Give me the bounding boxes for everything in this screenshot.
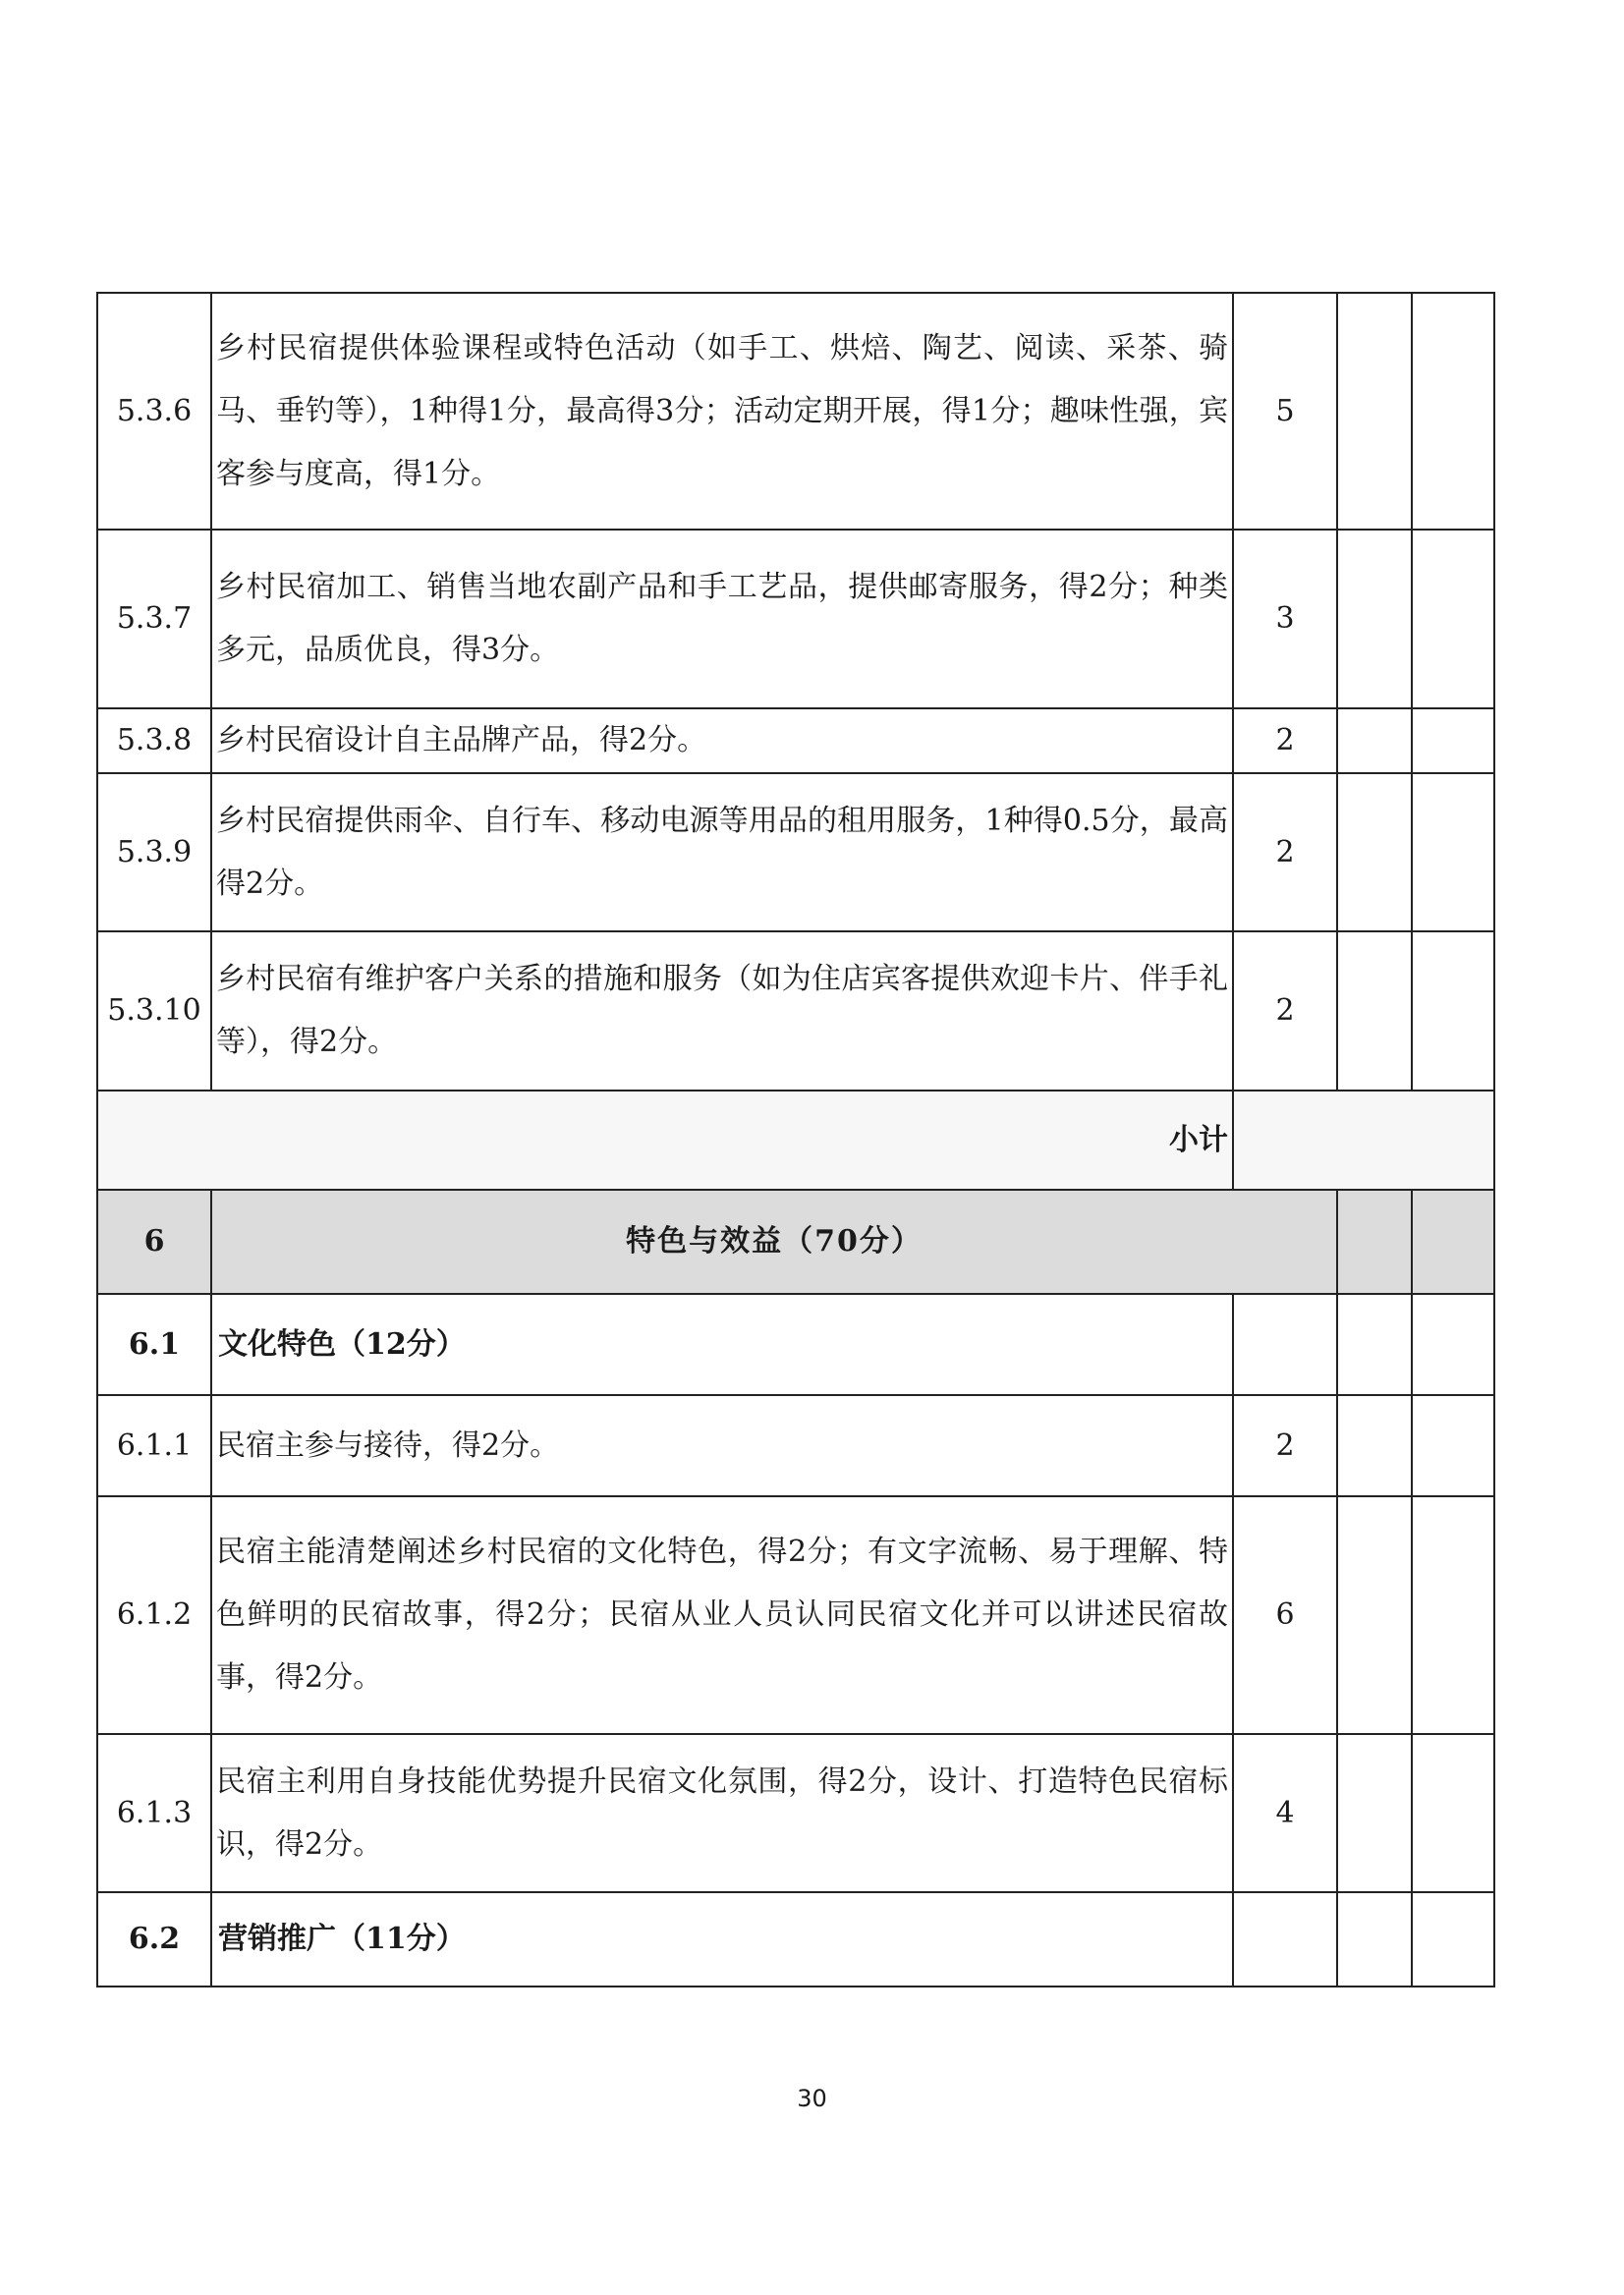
item-code: 5.3.7 [97, 530, 211, 708]
group-code: 6.2 [97, 1892, 211, 1987]
blank-cell [1412, 1734, 1494, 1892]
item-description: 民宿主利用自身技能优势提升民宿文化氛围，得2分，设计、打造特色民宿标识，得2分。 [211, 1734, 1233, 1892]
table-row [97, 530, 1494, 708]
item-code: 5.3.9 [97, 773, 211, 931]
blank-cell [1337, 773, 1412, 931]
table-row [97, 708, 1494, 773]
item-description: 乡村民宿加工、销售当地农副产品和手工艺品，提供邮寄服务，得2分；种类多元，品质优良，得3分。 [211, 530, 1233, 708]
blank-cell [1337, 1734, 1412, 1892]
item-description: 民宿主能清楚阐述乡村民宿的文化特色，得2分；有文字流畅、易于理解、特色鲜明的民宿故事，得2分；民宿从业人员认同民宿文化并可以讲述民宿故事，得2分。 [211, 1496, 1233, 1734]
scoring-table [96, 292, 1495, 1987]
item-code: 6.1.2 [97, 1496, 211, 1734]
blank-cell [1412, 708, 1494, 773]
item-score: 3 [1233, 530, 1337, 708]
item-code: 5.3.6 [97, 293, 211, 530]
table-row [97, 1496, 1494, 1734]
item-score: 5 [1233, 293, 1337, 530]
item-description: 乡村民宿提供雨伞、自行车、移动电源等用品的租用服务，1种得0.5分，最高得2分。 [211, 773, 1233, 931]
blank-cell [1412, 293, 1494, 530]
group-title: 营销推广（11分） [211, 1892, 1233, 1987]
blank-cell [1412, 1294, 1494, 1395]
subtotal-value-cell [1233, 1091, 1494, 1190]
item-code: 6.1.1 [97, 1395, 211, 1496]
blank-cell [1337, 1294, 1412, 1395]
section-row [97, 1190, 1494, 1294]
table-row [97, 1395, 1494, 1496]
section-code: 6 [97, 1190, 211, 1294]
group-row [97, 1294, 1494, 1395]
blank-cell [1412, 1395, 1494, 1496]
blank-cell [1412, 1190, 1494, 1294]
item-code: 5.3.10 [97, 931, 211, 1091]
blank-cell [1337, 1892, 1412, 1987]
blank-cell [1337, 530, 1412, 708]
item-description: 乡村民宿有维护客户关系的措施和服务（如为住店宾客提供欢迎卡片、伴手礼等），得2分。 [211, 931, 1233, 1091]
blank-cell [1233, 1892, 1337, 1987]
blank-cell [1337, 293, 1412, 530]
table-row [97, 1734, 1494, 1892]
blank-cell [1337, 1395, 1412, 1496]
blank-cell [1412, 931, 1494, 1091]
page-number: 30 [797, 2085, 827, 2112]
item-code: 5.3.8 [97, 708, 211, 773]
item-score: 2 [1233, 931, 1337, 1091]
blank-cell [1233, 1294, 1337, 1395]
table-row [97, 293, 1494, 530]
blank-cell [1337, 1496, 1412, 1734]
item-score: 2 [1233, 773, 1337, 931]
item-score: 6 [1233, 1496, 1337, 1734]
group-title: 文化特色（12分） [211, 1294, 1233, 1395]
blank-cell [1412, 530, 1494, 708]
subtotal-row [97, 1091, 1494, 1190]
blank-cell [1337, 708, 1412, 773]
blank-cell [1337, 1190, 1412, 1294]
item-description: 民宿主参与接待，得2分。 [211, 1395, 1233, 1496]
item-code: 6.1.3 [97, 1734, 211, 1892]
subtotal-label: 小计 [97, 1091, 1233, 1190]
table-row [97, 773, 1494, 931]
blank-cell [1337, 931, 1412, 1091]
table-row [97, 931, 1494, 1091]
section-title: 特色与效益（70分） [211, 1190, 1337, 1294]
item-score: 4 [1233, 1734, 1337, 1892]
blank-cell [1412, 773, 1494, 931]
item-description: 乡村民宿提供体验课程或特色活动（如手工、烘焙、陶艺、阅读、采茶、骑马、垂钓等），1种得1分，最高得3分；活动定期开展，得1分；趣味性强，宾客参与度高，得1分。 [211, 293, 1233, 530]
blank-cell [1412, 1892, 1494, 1987]
item-description: 乡村民宿设计自主品牌产品，得2分。 [211, 708, 1233, 773]
blank-cell [1412, 1496, 1494, 1734]
item-score: 2 [1233, 1395, 1337, 1496]
group-code: 6.1 [97, 1294, 211, 1395]
group-row [97, 1892, 1494, 1987]
item-score: 2 [1233, 708, 1337, 773]
